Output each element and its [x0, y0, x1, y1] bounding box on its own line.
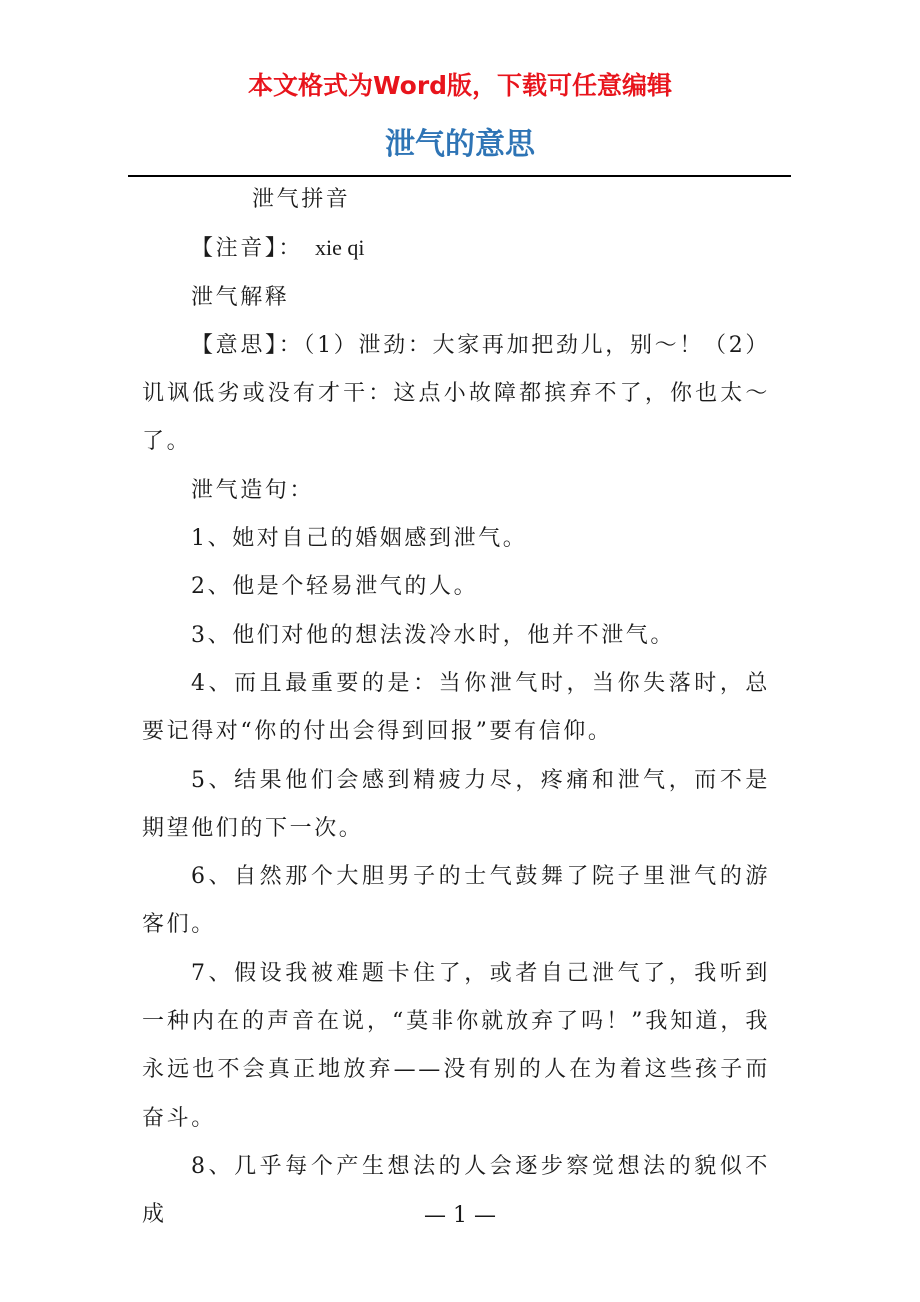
example-sentence: 6、自然那个大胆男子的士气鼓舞了院子里泄气的游客们。	[142, 864, 770, 938]
example-sentence: 5、结果他们会感到精疲力尽，疼痛和泄气，而不是期望他们的下一次。	[142, 767, 770, 841]
zhuyin-label: 【注音】：	[191, 236, 304, 262]
meaning-paragraph: 【意思】：（1）泄劲：大家再加把劲儿，别～！（2）讥讽低劣或没有才干：这点小故障都摈弃不了，你也太～了。	[142, 332, 770, 455]
example-sentence: 8、几乎每个产生想法的人会逐步察觉想法的貌似不成	[142, 1153, 770, 1228]
example-sentence: 3、他们对他的想法泼冷水时，他并不泄气。	[191, 622, 675, 648]
page-number: — 1 —	[424, 1203, 496, 1228]
zhuyin-line	[142, 224, 770, 273]
explanation-heading: 泄气解释	[191, 284, 290, 310]
format-notice-banner: 本文格式为Word版，下载可任意编辑	[247, 71, 673, 100]
example-sentence: 7、假设我被难题卡住了，或者自己泄气了，我听到一种内在的声音在说，“莫非你就放弃了吗！”我知道，我永远也不会真正地放弃——没有别的人在为着这些孩子而奋斗。	[142, 960, 770, 1131]
example-sentence: 2、他是个轻易泄气的人。	[191, 574, 479, 600]
pinyin-heading: 泄气拼音	[252, 187, 351, 212]
example-sentence: 4、而且最重要的是：当你泄气时，当你失落时，总要记得对“你的付出会得到回报”要有信仰。	[142, 670, 770, 745]
document-body	[142, 176, 770, 1240]
document-title: 泄气的意思	[385, 127, 535, 162]
sentences-heading: 泄气造句：	[191, 477, 315, 503]
example-sentence: 1、她对自己的婚姻感到泄气。	[191, 526, 528, 552]
zhuyin-value: xie qi	[315, 235, 365, 261]
